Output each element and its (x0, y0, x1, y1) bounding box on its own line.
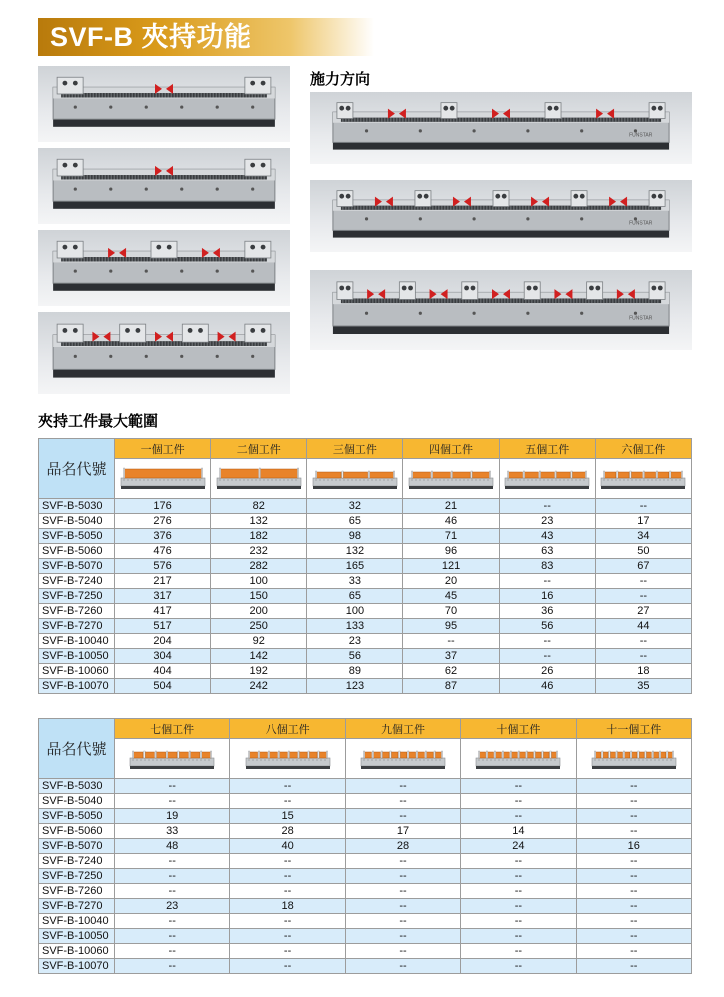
product-code: SVF-B-7250 (39, 869, 115, 884)
max-clamping-value: 45 (403, 589, 499, 604)
max-clamping-value: -- (499, 634, 595, 649)
max-clamping-value: -- (115, 914, 230, 929)
table-row (39, 854, 692, 869)
max-clamping-value: 27 (595, 604, 691, 619)
max-clamping-value: -- (230, 914, 345, 929)
max-clamping-value: 576 (115, 559, 211, 574)
max-clamping-value: 46 (499, 679, 595, 694)
max-clamping-value: 35 (595, 679, 691, 694)
max-clamping-value: 82 (211, 499, 307, 514)
max-clamping-value: 123 (307, 679, 403, 694)
max-clamping-value: 142 (211, 649, 307, 664)
workpiece-layout-icon (504, 464, 590, 494)
max-clamping-value: 92 (211, 634, 307, 649)
max-clamping-value: 250 (211, 619, 307, 634)
product-code: SVF-B-7260 (39, 604, 115, 619)
table-row (39, 544, 692, 559)
column-header: 八個工件 (230, 719, 345, 739)
max-clamping-value: 87 (403, 679, 499, 694)
workpiece-layout-icon (129, 744, 215, 774)
product-code: SVF-B-7260 (39, 884, 115, 899)
product-code: SVF-B-7250 (39, 589, 115, 604)
max-clamping-value: -- (345, 809, 460, 824)
max-clamping-value: -- (576, 884, 691, 899)
vise-photo-1-workpiece (38, 66, 290, 142)
column-header: 四個工件 (403, 439, 499, 459)
workpiece-layout-icon (245, 744, 331, 774)
max-clamping-value: -- (576, 809, 691, 824)
max-clamping-value: 40 (230, 839, 345, 854)
product-code: SVF-B-5040 (39, 794, 115, 809)
max-clamping-value: 33 (115, 824, 230, 839)
force-direction-photo-a (310, 92, 692, 164)
max-clamping-value: -- (576, 824, 691, 839)
table-row (39, 869, 692, 884)
max-clamping-value: -- (461, 869, 576, 884)
max-clamping-value: -- (576, 779, 691, 794)
column-header: 三個工件 (307, 439, 403, 459)
max-clamping-value: -- (345, 929, 460, 944)
max-clamping-value: 37 (403, 649, 499, 664)
table-row (39, 959, 692, 974)
table-row (39, 649, 692, 664)
max-clamping-value: 14 (461, 824, 576, 839)
max-clamping-value: 56 (307, 649, 403, 664)
product-code: SVF-B-10050 (39, 649, 115, 664)
max-clamping-value: -- (115, 929, 230, 944)
max-clamping-value: -- (499, 499, 595, 514)
max-clamping-value: -- (595, 574, 691, 589)
max-clamping-value: -- (345, 884, 460, 899)
max-clamping-value: 24 (461, 839, 576, 854)
max-clamping-value: 132 (307, 544, 403, 559)
max-clamping-value: 26 (499, 664, 595, 679)
product-code: SVF-B-5070 (39, 559, 115, 574)
table-row (39, 914, 692, 929)
workpiece-layout-icon (475, 744, 561, 774)
max-clamping-value: 19 (115, 809, 230, 824)
clamping-range-table-1 (38, 438, 692, 694)
max-clamping-value: 476 (115, 544, 211, 559)
product-code-header: 品名代號 (39, 719, 115, 779)
product-code: SVF-B-10060 (39, 664, 115, 679)
max-clamping-value: 132 (211, 514, 307, 529)
max-clamping-value: 133 (307, 619, 403, 634)
product-code: SVF-B-10070 (39, 959, 115, 974)
max-clamping-value: -- (115, 869, 230, 884)
max-clamping-value: 204 (115, 634, 211, 649)
max-clamping-value: 17 (345, 824, 460, 839)
product-code: SVF-B-5060 (39, 544, 115, 559)
max-clamping-value: 21 (403, 499, 499, 514)
max-clamping-value: -- (230, 944, 345, 959)
max-clamping-value: -- (345, 914, 460, 929)
max-clamping-value: 32 (307, 499, 403, 514)
max-clamping-value: 46 (403, 514, 499, 529)
max-clamping-value: 16 (576, 839, 691, 854)
max-clamping-value: -- (345, 854, 460, 869)
table-row (39, 794, 692, 809)
max-clamping-value: 23 (499, 514, 595, 529)
table-row (39, 589, 692, 604)
table-row (39, 884, 692, 899)
max-clamping-value: -- (595, 499, 691, 514)
max-clamping-value: 100 (211, 574, 307, 589)
max-clamping-value: -- (461, 959, 576, 974)
brand-mark: FUNSTAR (629, 132, 653, 139)
max-clamping-value: 95 (403, 619, 499, 634)
workpiece-diagram (115, 739, 230, 779)
max-clamping-value: 404 (115, 664, 211, 679)
max-clamping-value: 20 (403, 574, 499, 589)
max-clamping-value: 70 (403, 604, 499, 619)
max-clamping-value: 304 (115, 649, 211, 664)
max-clamping-value: -- (115, 959, 230, 974)
max-clamping-value: 83 (499, 559, 595, 574)
max-clamping-value: 89 (307, 664, 403, 679)
workpiece-diagram (461, 739, 576, 779)
max-clamping-value: -- (115, 944, 230, 959)
max-clamping-value: 200 (211, 604, 307, 619)
max-clamping-value: 100 (307, 604, 403, 619)
table-row (39, 499, 692, 514)
table-row (39, 779, 692, 794)
max-clamping-value: -- (345, 869, 460, 884)
max-clamping-value: -- (576, 959, 691, 974)
max-clamping-value: 50 (595, 544, 691, 559)
max-clamping-value: 282 (211, 559, 307, 574)
max-clamping-value: -- (576, 869, 691, 884)
max-clamping-value: 165 (307, 559, 403, 574)
max-clamping-value: 67 (595, 559, 691, 574)
max-clamping-value: 98 (307, 529, 403, 544)
max-clamping-value: 48 (115, 839, 230, 854)
vise-illustration (310, 92, 692, 164)
workpiece-layout-icon (600, 464, 686, 494)
max-clamping-value: -- (576, 854, 691, 869)
product-code: SVF-B-5040 (39, 514, 115, 529)
max-clamping-value: -- (595, 634, 691, 649)
max-clamping-value: 71 (403, 529, 499, 544)
product-code: SVF-B-10070 (39, 679, 115, 694)
max-clamping-value: -- (345, 959, 460, 974)
table-row (39, 634, 692, 649)
force-direction-photo-c (310, 270, 692, 350)
product-code: SVF-B-5050 (39, 809, 115, 824)
product-code: SVF-B-5050 (39, 529, 115, 544)
column-header: 十個工件 (461, 719, 576, 739)
max-clamping-value: -- (576, 929, 691, 944)
product-code: SVF-B-10040 (39, 634, 115, 649)
product-code: SVF-B-10050 (39, 929, 115, 944)
workpiece-layout-icon (408, 464, 494, 494)
workpiece-diagram (115, 459, 211, 499)
max-clamping-value: 15 (230, 809, 345, 824)
product-code: SVF-B-5030 (39, 499, 115, 514)
column-header: 九個工件 (345, 719, 460, 739)
max-clamping-value: 23 (115, 899, 230, 914)
product-code: SVF-B-5060 (39, 824, 115, 839)
max-clamping-value: 65 (307, 514, 403, 529)
product-code: SVF-B-5030 (39, 779, 115, 794)
max-clamping-value: -- (345, 779, 460, 794)
max-clamping-value: -- (230, 854, 345, 869)
column-header: 五個工件 (499, 439, 595, 459)
table-row (39, 929, 692, 944)
max-clamping-value: 56 (499, 619, 595, 634)
vise-photo-1-workpiece-alt (38, 148, 290, 224)
max-clamping-value: -- (461, 854, 576, 869)
table-row (39, 824, 692, 839)
max-clamping-value: -- (345, 944, 460, 959)
max-clamping-value: -- (115, 854, 230, 869)
max-clamping-value: -- (115, 779, 230, 794)
workpiece-layout-icon (312, 464, 398, 494)
vise-illustration (38, 312, 290, 394)
max-clamping-value: -- (403, 634, 499, 649)
column-header: 六個工件 (595, 439, 691, 459)
max-clamping-value: -- (461, 779, 576, 794)
max-clamping-value: 182 (211, 529, 307, 544)
workpiece-layout-icon (591, 744, 677, 774)
vise-illustration (38, 230, 290, 306)
table-row (39, 529, 692, 544)
workpiece-diagram (211, 459, 307, 499)
max-clamping-value: -- (230, 794, 345, 809)
vise-illustration (310, 270, 692, 350)
table-row (39, 944, 692, 959)
max-clamping-value: 36 (499, 604, 595, 619)
max-clamping-value: 44 (595, 619, 691, 634)
max-clamping-value: -- (576, 944, 691, 959)
table-row (39, 679, 692, 694)
max-clamping-value: -- (230, 959, 345, 974)
max-clamping-value: -- (499, 574, 595, 589)
max-clamping-value: 217 (115, 574, 211, 589)
max-clamping-value: 62 (403, 664, 499, 679)
column-header: 二個工件 (211, 439, 307, 459)
product-code: SVF-B-7240 (39, 574, 115, 589)
max-clamping-value: -- (230, 869, 345, 884)
table-row (39, 619, 692, 634)
brand-mark: FUNSTAR (629, 315, 653, 322)
clamping-range-table-2 (38, 718, 692, 974)
max-clamping-value: 23 (307, 634, 403, 649)
max-clamping-value: -- (230, 884, 345, 899)
max-clamping-value: 150 (211, 589, 307, 604)
product-code: SVF-B-5070 (39, 839, 115, 854)
max-clamping-value: 276 (115, 514, 211, 529)
clamping-range-label: 夾持工件最大範圍 (38, 413, 159, 430)
max-clamping-value: 33 (307, 574, 403, 589)
page-title: SVF-B 夾持功能 (38, 18, 374, 56)
max-clamping-value: 376 (115, 529, 211, 544)
column-header: 一個工件 (115, 439, 211, 459)
column-header: 七個工件 (115, 719, 230, 739)
vise-photo-2-workpieces (38, 230, 290, 306)
max-clamping-value: -- (461, 884, 576, 899)
vise-illustration (38, 148, 290, 224)
max-clamping-value: -- (230, 929, 345, 944)
max-clamping-value: 232 (211, 544, 307, 559)
max-clamping-value: -- (345, 794, 460, 809)
max-clamping-value: -- (461, 809, 576, 824)
max-clamping-value: 517 (115, 619, 211, 634)
table-row (39, 839, 692, 854)
max-clamping-value: -- (115, 884, 230, 899)
max-clamping-value: 63 (499, 544, 595, 559)
vise-illustration (310, 180, 692, 252)
table-row (39, 574, 692, 589)
brand-mark: FUNSTAR (629, 220, 653, 227)
max-clamping-value: 16 (499, 589, 595, 604)
vise-illustration (38, 66, 290, 142)
max-clamping-value: 65 (307, 589, 403, 604)
workpiece-diagram (307, 459, 403, 499)
max-clamping-value: 18 (230, 899, 345, 914)
vise-photo-3-workpieces (38, 312, 290, 394)
max-clamping-value: -- (576, 914, 691, 929)
max-clamping-value: 121 (403, 559, 499, 574)
table-row (39, 559, 692, 574)
max-clamping-value: 176 (115, 499, 211, 514)
workpiece-layout-icon (120, 464, 206, 494)
max-clamping-value: -- (461, 914, 576, 929)
max-clamping-value: 28 (230, 824, 345, 839)
force-direction-photo-b (310, 180, 692, 252)
product-code: SVF-B-10040 (39, 914, 115, 929)
max-clamping-value: -- (576, 794, 691, 809)
product-code: SVF-B-7270 (39, 899, 115, 914)
max-clamping-value: -- (499, 649, 595, 664)
max-clamping-value: 504 (115, 679, 211, 694)
workpiece-diagram (576, 739, 691, 779)
table-row (39, 809, 692, 824)
max-clamping-value: -- (576, 899, 691, 914)
workpiece-diagram (499, 459, 595, 499)
max-clamping-value: -- (595, 589, 691, 604)
table-row (39, 604, 692, 619)
workpiece-diagram (345, 739, 460, 779)
max-clamping-value: 43 (499, 529, 595, 544)
max-clamping-value: 317 (115, 589, 211, 604)
max-clamping-value: -- (461, 929, 576, 944)
max-clamping-value: -- (595, 649, 691, 664)
max-clamping-value: -- (461, 899, 576, 914)
max-clamping-value: 242 (211, 679, 307, 694)
max-clamping-value: 192 (211, 664, 307, 679)
product-code: SVF-B-7240 (39, 854, 115, 869)
workpiece-layout-icon (360, 744, 446, 774)
workpiece-diagram (595, 459, 691, 499)
force-direction-label: 施力方向 (310, 71, 371, 88)
max-clamping-value: 417 (115, 604, 211, 619)
max-clamping-value: 18 (595, 664, 691, 679)
max-clamping-value: -- (345, 899, 460, 914)
product-code-header: 品名代號 (39, 439, 115, 499)
max-clamping-value: -- (461, 794, 576, 809)
column-header: 十一個工件 (576, 719, 691, 739)
workpiece-diagram (230, 739, 345, 779)
product-code: SVF-B-7270 (39, 619, 115, 634)
max-clamping-value: 17 (595, 514, 691, 529)
max-clamping-value: -- (461, 944, 576, 959)
table-row (39, 899, 692, 914)
workpiece-diagram (403, 459, 499, 499)
workpiece-layout-icon (216, 464, 302, 494)
max-clamping-value: 34 (595, 529, 691, 544)
table-row (39, 664, 692, 679)
max-clamping-value: -- (230, 779, 345, 794)
table-row (39, 514, 692, 529)
max-clamping-value: 28 (345, 839, 460, 854)
product-code: SVF-B-10060 (39, 944, 115, 959)
max-clamping-value: -- (115, 794, 230, 809)
max-clamping-value: 96 (403, 544, 499, 559)
